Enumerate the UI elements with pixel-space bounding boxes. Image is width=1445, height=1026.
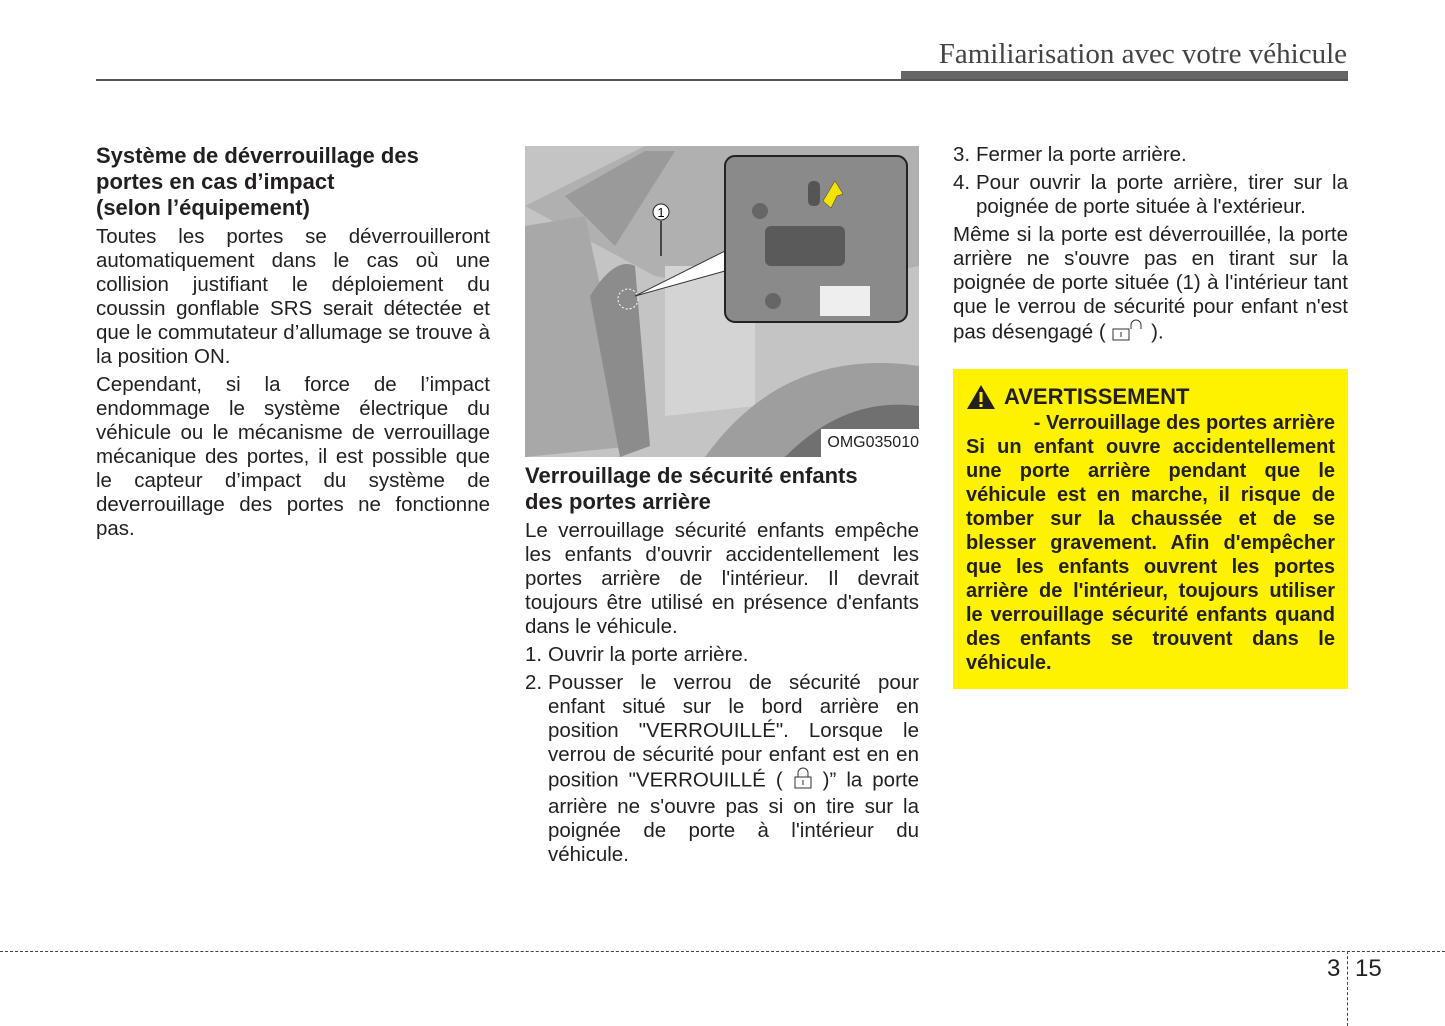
heading-line: des portes arrière <box>525 489 711 514</box>
heading-line: Verrouillage de sécurité enfants <box>525 463 858 488</box>
warning-title <box>966 383 1335 411</box>
heading-line: Système de déverrouillage des <box>96 143 419 168</box>
list-item <box>953 143 1348 167</box>
step-text-part: Pousser le verrou de sécurité pour enfant situé sur le bord arrière en position "VERROUILLÉ". Lorsque le verrou de sécurité pour enfant est en en position "VERROUILLÉ ( <box>548 671 919 792</box>
column-child-lock-cont <box>953 143 1348 689</box>
locked-icon <box>793 767 813 795</box>
footer-divider <box>1347 951 1348 1026</box>
step-text-part: )” la porte arrière ne s'ouvre pas si on tire sur la poignée de porte à l'intérieur du véhicule. <box>548 768 920 866</box>
unlocked-icon <box>1111 319 1145 347</box>
step-number: 3. <box>953 143 971 166</box>
callout-1: 1 <box>657 205 665 220</box>
heading-line: (selon l’équipement) <box>96 195 310 220</box>
warning-triangle-icon <box>966 384 996 410</box>
step-number: 2. <box>525 671 543 694</box>
paragraph-part: Même si la porte est déverrouillée, la porte arrière ne s'ouvre pas en tirant sur la poignée de porte située (1) à l'intérieur tant que le verrou de sécurité pour enfant n'est pas désengagé ( <box>953 223 1348 344</box>
paragraph: Toutes les portes se déverrouilleront automatiquement dans le cas où une collision justifiant le déploiement du coussin gonflable SRS serait détectée et que le commutateur d’allumage se trouve à la position ON. <box>96 225 490 368</box>
section-heading-child-lock <box>525 463 919 515</box>
column-child-lock <box>525 146 919 871</box>
step-number: 4. <box>953 171 971 194</box>
step-number: 1. <box>525 643 543 666</box>
list-item <box>525 643 919 667</box>
door-child-lock-illustration <box>525 146 919 457</box>
section-heading-impact-unlock <box>96 143 490 221</box>
paragraph: Le verrouillage sécurité enfants empêche les enfants d'ouvrir accidentellement les portes arrière de l'intérieur. Il devrait toujours être utilisé en présence d'enfants dans le véhicule. <box>525 519 919 638</box>
figure-code: OMG035010 <box>821 429 919 457</box>
list-item <box>953 171 1348 219</box>
warning-body: Si un enfant ouvre accidentellement une porte arrière pendant que le véhicule est en marche, il risque de tomber sur la chaussée et de se blesser gravement. Afin d'empêcher que les enfants ouvrent les portes arrière de l'intérieur, toujours utiliser le verrouillage sécurité enfants quand des enfants se trouvent dans le véhicule. <box>966 436 1335 674</box>
chapter-number: 3 <box>1327 955 1341 982</box>
warning-subtitle: - Verrouillage des portes arrière <box>1033 412 1335 434</box>
step-text: Ouvrir la porte arrière. <box>548 643 749 666</box>
column-impact-unlock <box>96 143 490 545</box>
warning-title-text: AVERTISSEMENT <box>1004 384 1190 409</box>
header-rule <box>96 79 1348 81</box>
step-text: Pour ouvrir la porte arrière, tirer sur la poignée de porte située à l'extérieur. <box>976 171 1348 218</box>
step-text: Fermer la porte arrière. <box>976 143 1187 166</box>
page-number: 15 <box>1355 955 1382 982</box>
paragraph: Cependant, si la force de l’impact endommage le système électrique du véhicule ou le mécanisme de verrouillage mécanique des portes, il est possible que le capteur d’impact du système de deverrouillage des portes ne fonctionne pas. <box>96 373 490 540</box>
step-text <box>548 671 919 867</box>
warning-box <box>953 369 1348 689</box>
paragraph <box>953 223 1348 347</box>
running-header-title: Familiarisation avec votre véhicule <box>938 38 1347 70</box>
heading-line: portes en cas d’impact <box>96 169 335 194</box>
list-item <box>525 671 919 867</box>
footer-rule <box>0 951 1445 952</box>
paragraph-part: ). <box>1151 320 1164 344</box>
